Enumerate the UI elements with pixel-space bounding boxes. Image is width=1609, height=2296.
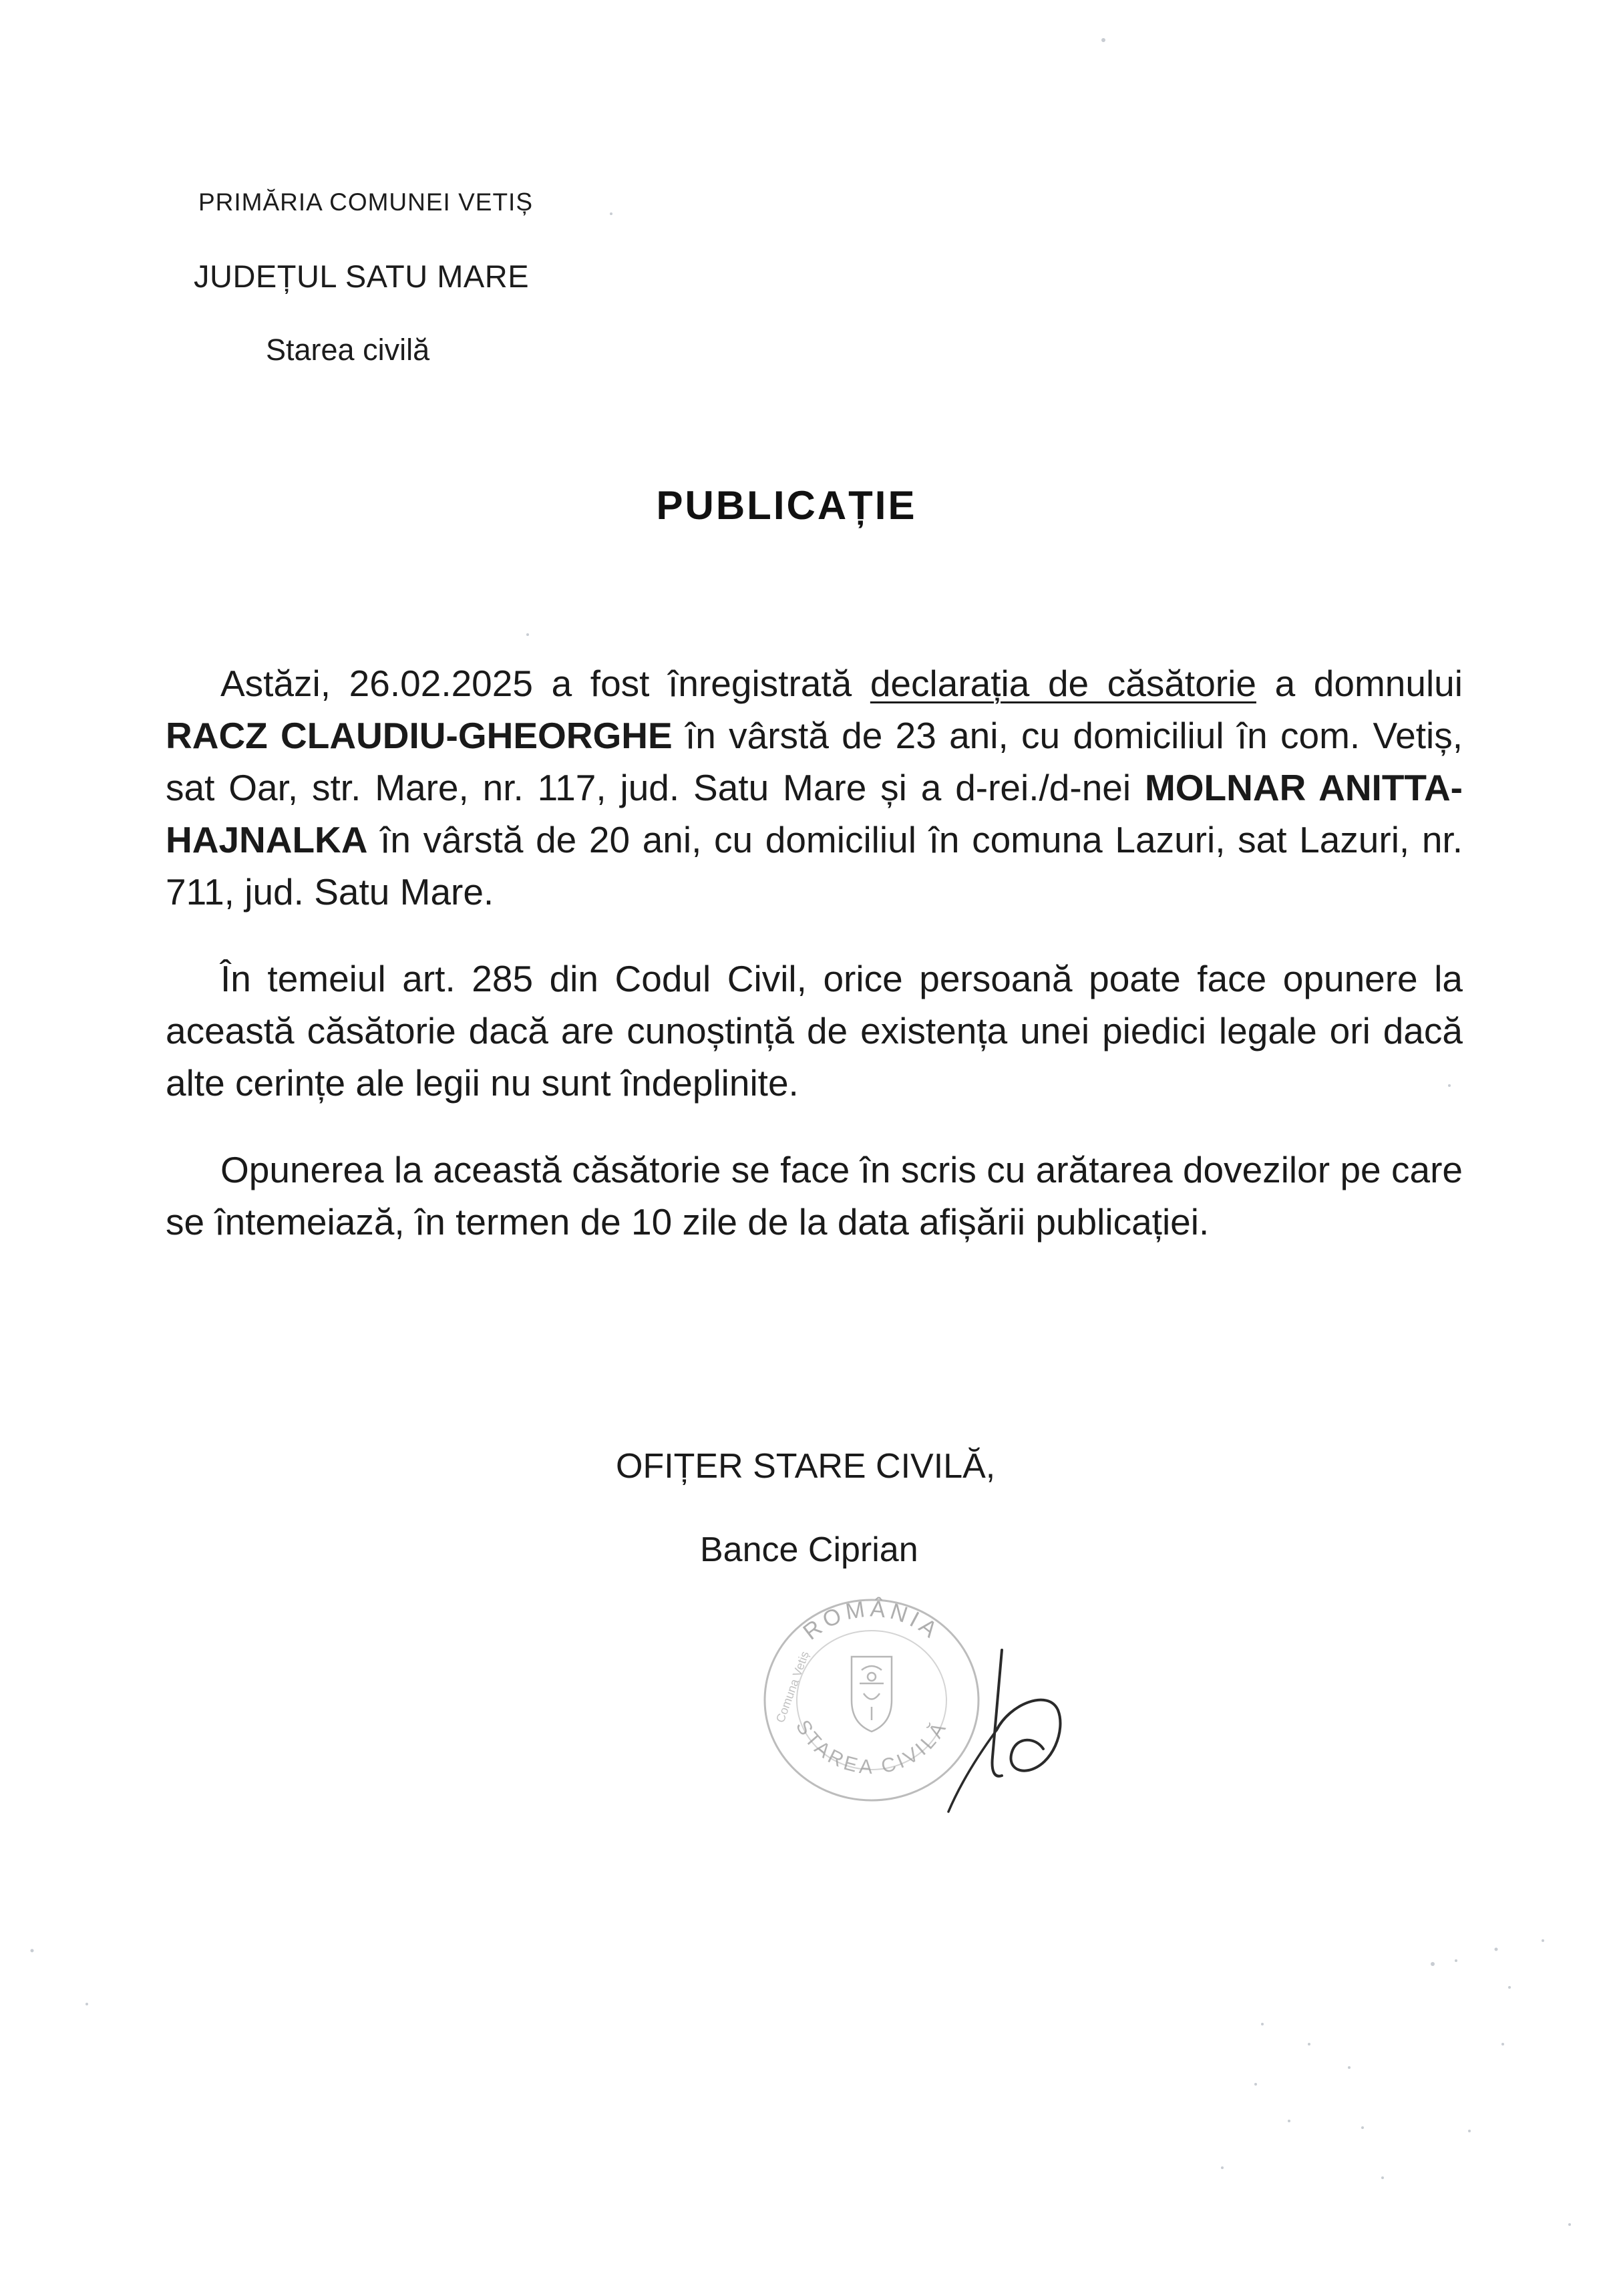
institution-header: PRIMĂRIA COMUNEI VETIȘ (198, 188, 534, 216)
coat-of-arms-icon (852, 1657, 892, 1732)
svg-text:ROMÂNIA (798, 1596, 944, 1645)
document-title-text: PUBLICAȚIE (656, 483, 917, 528)
paragraph1-text-a: Astăzi, 26.02.2025 a fost înregistrată (220, 663, 870, 704)
paragraph-legal-basis (166, 953, 1463, 1109)
paragraph2-text: În temeiul art. 285 din Codul Civil, orice persoană poate face opunere la această căsătorie dacă are cunoștință de existența unei piedici legale ori dacă alte cerințe ale legii nu sunt îndeplinite. (166, 958, 1463, 1104)
paragraph-opposition (166, 1144, 1463, 1248)
bride-name: MOLNAR ANITTA-HAJNALKA (166, 767, 1463, 860)
paragraph1-text-c: în vârstă de 23 ani, cu domiciliul în com. Vetiș, sat Oar, str. Mare, nr. 117, jud. Satu Mare și a d-rei./d-nei (166, 715, 1463, 808)
paragraph3-text: Opunerea la această căsătorie se face în scris cu arătarea dovezilor pe care se întemeiază, în termen de 10 zile de la data afișării publicației. (166, 1149, 1463, 1243)
county-header: JUDEȚUL SATU MARE (194, 259, 530, 294)
stamp-top-text: ROMÂNIA (798, 1596, 945, 1645)
paragraph-declaration (166, 657, 1463, 918)
signatory-role: OFIȚER STARE CIVILĂ, (616, 1447, 996, 1486)
declaration-underlined-text: declarația de căsătorie (870, 663, 1256, 704)
stamp-bottom-text: STAREA CIVILĂ (791, 1716, 952, 1779)
groom-name: RACZ CLAUDIU-GHEORGHE (166, 715, 673, 756)
stamp-side-text: Comuna Vetiș (773, 1649, 812, 1725)
paragraph1-text-d: în vârstă de 20 ani, cu domiciliul în comuna Lazuri, sat Lazuri, nr. 711, jud. Satu Mare. (166, 819, 1463, 913)
paragraph1-text-b: a domnului (1256, 663, 1463, 704)
signatory-name: Bance Ciprian (700, 1530, 918, 1569)
department-header: Starea civilă (266, 333, 430, 367)
svg-text:STAREA CIVILĂ (791, 1716, 952, 1778)
document-title (0, 482, 1609, 528)
handwritten-signature (935, 1637, 1082, 1817)
